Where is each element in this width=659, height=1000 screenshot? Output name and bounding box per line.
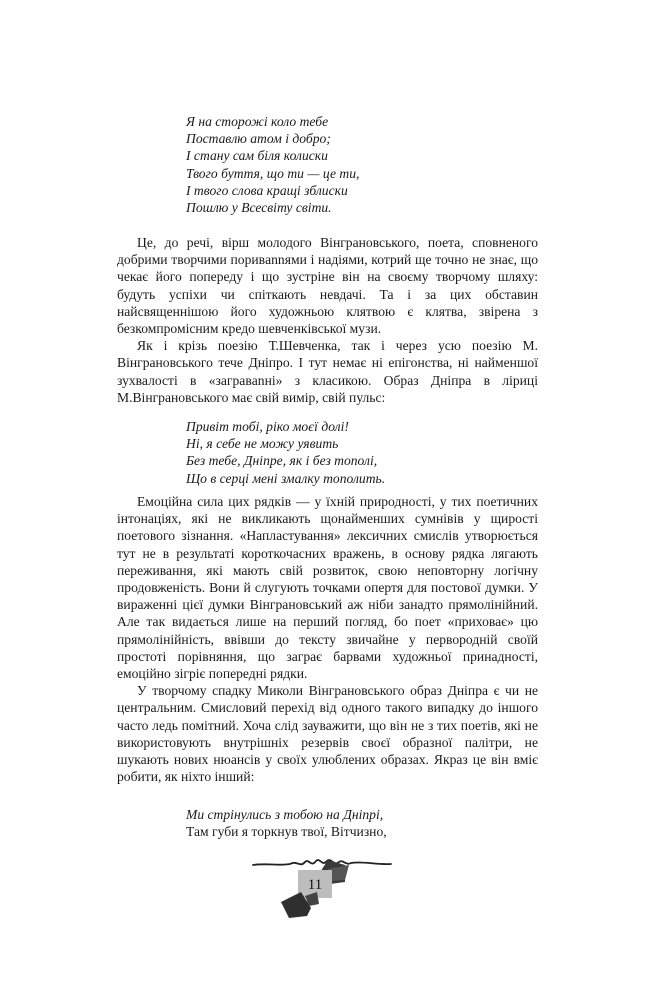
- paragraph: Це, до речі, вірш молодого Вінграновського, поета, сповненого добрими творчими поривannями і надіями, котрий ще точно не знає, що чекає його попереду і що зустріне він на своєму творчому шляху: будуть успіхи чи спіткають невдачі. Та і за цих обставин найсвященнішою його художньою клятвою є клятва, звірена з безкомпромісним кредо шевченківської музи.: [117, 235, 538, 337]
- verse-line: Поставлю атом і добро;: [186, 131, 331, 147]
- verse-line: Що в серці мені змалку тополить.: [186, 470, 386, 486]
- page-number: 11: [307, 877, 323, 893]
- verse-stanza-1: [186, 113, 359, 216]
- verse-line: Пошлю у Всесвіту світи.: [186, 200, 332, 216]
- paragraph: Емоційна сила цих рядків — у їхній природності, у тих поетичних інтонаціях, які не викликають щонайменших сумнівів у щирості поетового зізнання. «Напластування» лексичних смислів утворюється тут не в результаті короткочасних вражень, в основу рядка лягають переживання, які мають свій розвиток, свою неповторну логічну продовженість. Вони й слугують точками опертя для постової думки. У вираженні цієї думки Вінграновський аж ніби занадто прямолінійний. Але так видається лише на перший погляд, бо поет «приховає» цю прямолінійність, ввівши до тексту звичайне у первородній своїй простоті порівняння, що заграє барвами художньої принадності, емоційно зігріє попередні рядки.: [117, 494, 538, 682]
- verse-line: Ні, я себе не можу уявить: [186, 436, 339, 452]
- verse-line: І стану сам біля колиски: [186, 148, 328, 164]
- verse-stanza-2: [186, 418, 385, 487]
- verse-line: Я на сторожі коло тебе: [186, 114, 329, 129]
- verse-line: І твого слова кращі зблиски: [186, 182, 348, 198]
- verse-line: Там губи я торкнув твої, Вітчизно,: [186, 824, 387, 840]
- verse-line: Привіт тобі, ріко моєї долі!: [186, 419, 349, 434]
- verse-line: Твого буття, що ти — це ти,: [186, 165, 360, 181]
- verse-stanza-3: [186, 806, 387, 840]
- verse-line: Без тебе, Дніпре, як і без тополі,: [186, 453, 378, 469]
- paragraph: У творчому спадку Миколи Вінграновського образ Дніпра є чи не центральним. Смисловий перехід від одного такого випадку до іншого часто ледь помітний. Хоча слід зауважити, що він не з тих поетів, які не використовують внутрішніх резервів своєї образної палітри, не шукають нових нюансів у своїх улюблених образах. Якраз це він вміє робити, як ніхто інший:: [117, 683, 538, 785]
- prose-block-2: [117, 493, 538, 785]
- prose-block-1: [117, 234, 538, 406]
- verse-line: Ми стрінулись з тобою на Дніпрі,: [186, 807, 384, 822]
- paragraph: Як і крізь поезію Т.Шевченка, так і через усю поезію М. Вінграновського тече Дніпро. І тут немає ні епігонства, ні найменшої зухвалості в «загравanні» з класикою. Образ Дніпра в ліриці М.Вінграновського має свій вимір, свій пульс:: [117, 338, 538, 405]
